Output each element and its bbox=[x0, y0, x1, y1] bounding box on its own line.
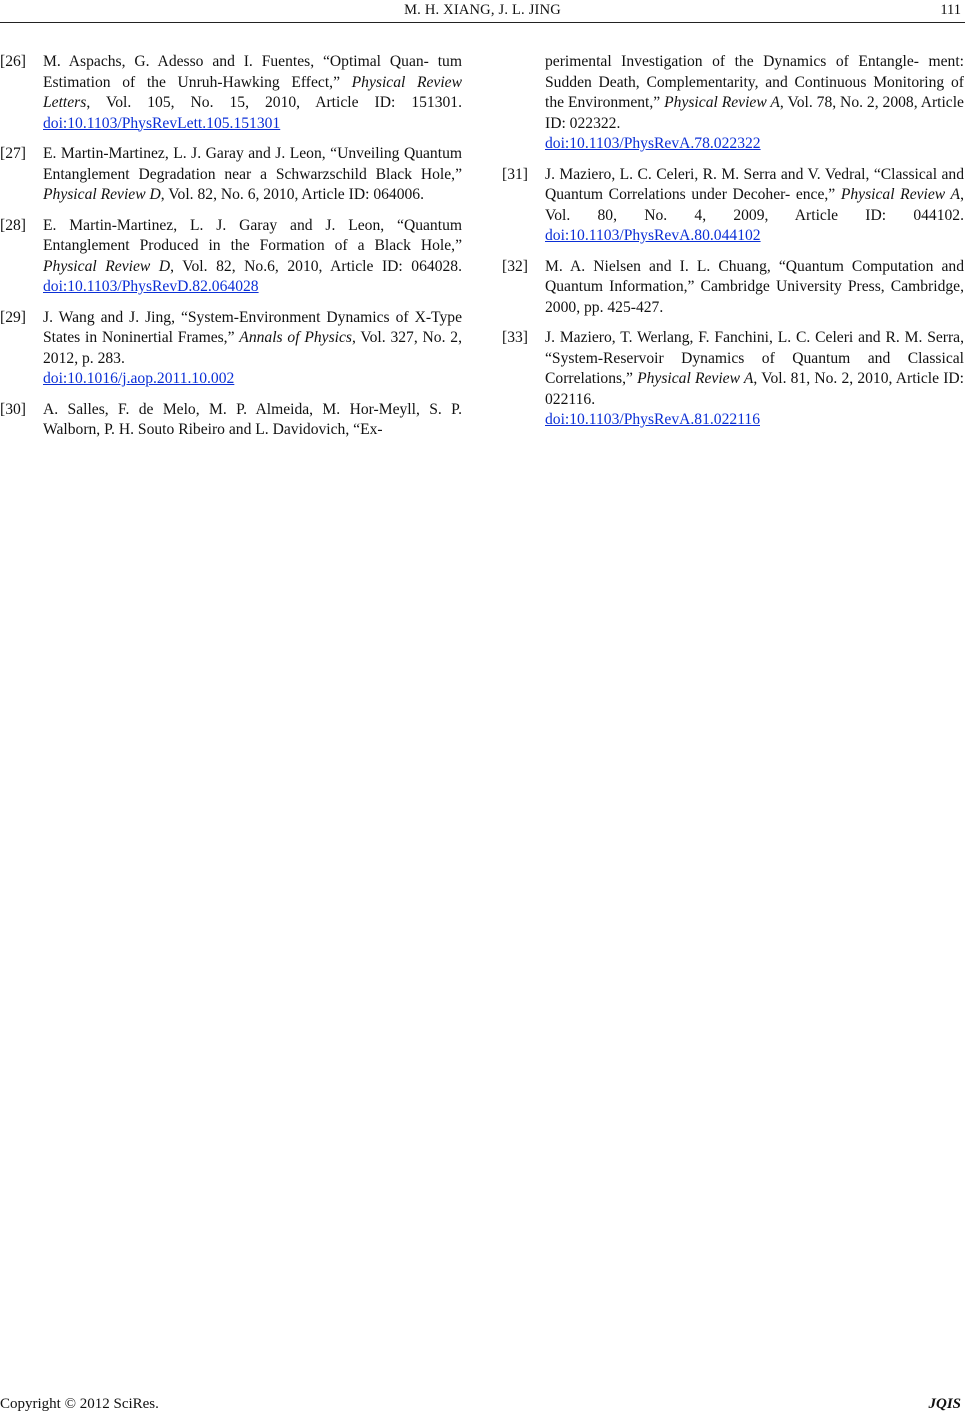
footer-copyright: Copyright © 2012 SciRes. bbox=[0, 1396, 159, 1412]
reference-number: [28] bbox=[0, 216, 26, 234]
reference-31 bbox=[502, 165, 964, 247]
reference-text: M. A. Nielsen and I. L. Chuang, “Quantum Computation and Quantum Information,” Cambridge University Press, Cambridge, 2000, pp. 425-427. bbox=[545, 257, 964, 316]
reference-text: J. Maziero, T. Werlang, F. Fanchini, L. C. Celeri and R. M. Serra, “System-Reservoir Dynamics of Quantum and Classical Correlations,” bbox=[545, 329, 964, 387]
reference-details: , Vol. 82, No. 6, 2010, Article ID: 064006. bbox=[160, 186, 424, 203]
reference-doi-link[interactable]: doi:10.1103/PhysRevD.82.064028 bbox=[43, 278, 259, 295]
right-column bbox=[502, 52, 964, 441]
reference-text: J. Wang and J. Jing, “System-Environment Dynamics of X-Type States in Noninertial Frames,” bbox=[43, 308, 462, 346]
reference-33 bbox=[502, 328, 964, 431]
reference-doi-link[interactable]: doi:10.1103/PhysRevA.81.022116 bbox=[545, 411, 760, 428]
reference-28 bbox=[0, 216, 462, 298]
reference-number: [29] bbox=[0, 308, 26, 326]
reference-journal: Physical Review D bbox=[43, 186, 161, 203]
reference-doi-link[interactable]: doi:10.1103/PhysRevA.80.044102 bbox=[545, 227, 761, 244]
reference-number: [26] bbox=[0, 53, 26, 70]
reference-journal: Physical Review D bbox=[43, 257, 171, 275]
reference-text: E. Martin-Martinez, L. J. Garay and J. Leon, “Quantum Entanglement Produced in the Formation of a Black Hole,” bbox=[43, 216, 462, 254]
reference-number: [31] bbox=[502, 165, 528, 183]
reference-32 bbox=[502, 257, 964, 319]
reference-number: [27] bbox=[0, 145, 26, 162]
reference-text: perimental Investigation of the Dynamics of Entangle- ment: Sudden Death, Complementarity, and Continuous Monitoring of the Environment,” bbox=[545, 53, 964, 111]
reference-text: E. Martin-Martinez, L. J. Garay and J. Leon, “Unveiling Quantum Entanglement Degradation near a Schwarzschild Black Hole,” bbox=[43, 145, 462, 183]
reference-text: A. Salles, F. de Melo, M. P. Almeida, M. Hor-Meyll, S. P. Walborn, P. H. Souto Ribeiro and L. Davidovich, “Ex- bbox=[43, 400, 462, 438]
reference-journal: Physical Review Letters bbox=[43, 73, 462, 111]
reference-30 bbox=[0, 400, 462, 441]
reference-journal: Physical Review A bbox=[637, 370, 754, 387]
reference-27 bbox=[0, 144, 462, 206]
reference-number: [32] bbox=[502, 257, 528, 275]
reference-details: , Vol. 78, No. 2, 2008, Article ID: 022322. bbox=[545, 94, 964, 132]
header-rule bbox=[0, 22, 965, 23]
footer-journal-abbrev: JQIS bbox=[928, 1396, 961, 1412]
reference-30-continued bbox=[502, 52, 964, 155]
reference-text: M. Aspachs, G. Adesso and I. Fuentes, “Optimal Quan- tum Estimation of the Unruh-Hawking Effect,” bbox=[43, 53, 462, 91]
reference-journal: Annals of Physics bbox=[239, 329, 352, 346]
reference-number: [33] bbox=[502, 329, 528, 346]
reference-details: , Vol. 81, No. 2, 2010, Article ID: 022116. bbox=[545, 370, 965, 408]
reference-details: , Vol. 105, No. 15, 2010, Article ID: 151301. bbox=[86, 94, 462, 111]
reference-doi-link[interactable]: doi:10.1103/PhysRevA.78.022322 bbox=[545, 135, 761, 152]
page-number: 111 bbox=[940, 2, 961, 18]
reference-journal: Physical Review A bbox=[840, 186, 961, 203]
left-column bbox=[0, 52, 462, 451]
reference-details: , Vol. 327, No. 2, 2012, p. 283. bbox=[43, 329, 462, 367]
reference-29 bbox=[0, 308, 462, 390]
reference-details: , Vol. 82, No.6, 2010, Article ID: 064028. bbox=[170, 257, 462, 275]
reference-journal: Physical Review A bbox=[664, 94, 780, 111]
reference-doi-link[interactable]: doi:10.1016/j.aop.2011.10.002 bbox=[43, 370, 235, 387]
reference-26 bbox=[0, 52, 462, 134]
running-head: M. H. XIANG, J. L. JING bbox=[404, 2, 561, 18]
reference-details: , Vol. 80, No. 4, 2009, Article ID: 044102. bbox=[545, 186, 964, 224]
reference-doi-link[interactable]: doi:10.1103/PhysRevLett.105.151301 bbox=[43, 114, 281, 132]
reference-number: [30] bbox=[0, 400, 26, 418]
reference-text: J. Maziero, L. C. Celeri, R. M. Serra and V. Vedral, “Classical and Quantum Correlations under Decoher- ence,” bbox=[545, 165, 964, 203]
